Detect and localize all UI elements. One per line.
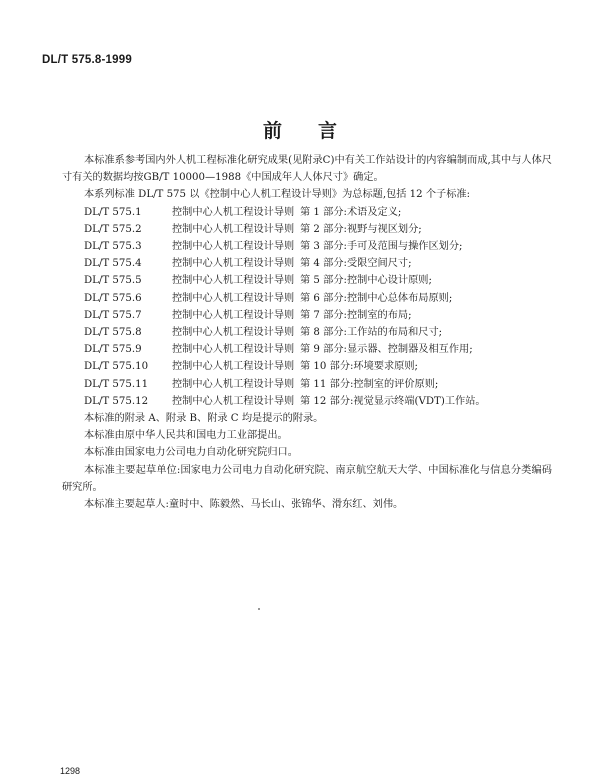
part-series: 控制中心人机工程设计导则	[172, 344, 295, 356]
list-item	[62, 341, 552, 358]
list-item	[62, 393, 552, 410]
page-title: 前言	[262, 120, 373, 142]
list-item	[62, 221, 552, 238]
part-title: 第 5 部分:控制中心设计原则;	[300, 275, 432, 287]
part-title: 第 2 部分:视野与视区划分;	[300, 223, 422, 235]
part-series: 控制中心人机工程设计导则	[172, 378, 295, 390]
part-code: DL/T 575.11	[84, 378, 149, 390]
part-code: DL/T 575.4	[84, 258, 142, 270]
part-series: 控制中心人机工程设计导则	[172, 223, 295, 235]
series-paragraph: 本系列标准 DL/T 575 以《控制中心人机工程设计导则》为总标题,包括 12 个子标准:	[84, 189, 471, 201]
drafting-units: 本标准主要起草单位:国家电力公司电力自动化研究院、南京航空航天大学、中国标准化与信息分类编码研究所。	[62, 464, 552, 493]
part-title: 第 3 部分:手可及范围与操作区划分;	[300, 241, 463, 253]
part-title: 第 10 部分:环境要求原则;	[300, 361, 418, 373]
part-code: DL/T 575.2	[84, 223, 142, 235]
standard-code: DL/T 575.8-1999	[42, 54, 132, 66]
part-code: DL/T 575.12	[84, 395, 149, 407]
list-item	[62, 255, 552, 272]
list-item	[62, 238, 552, 255]
part-code: DL/T 575.9	[84, 344, 142, 356]
part-series: 控制中心人机工程设计导则	[172, 258, 295, 270]
document-body	[62, 152, 552, 513]
page-number: 1298	[60, 766, 81, 776]
part-series: 控制中心人机工程设计导则	[172, 309, 295, 321]
part-code: DL/T 575.6	[84, 292, 142, 304]
centralized-note: 本标准由国家电力公司电力自动化研究院归口。	[84, 447, 298, 459]
part-code: DL/T 575.10	[84, 361, 149, 373]
list-item	[62, 307, 552, 324]
part-title: 第 4 部分:受限空间尺寸;	[300, 258, 412, 270]
part-code: DL/T 575.1	[84, 206, 142, 218]
part-title: 第 1 部分:术语及定义;	[300, 206, 402, 218]
part-series: 控制中心人机工程设计导则	[172, 206, 295, 218]
list-item	[62, 290, 552, 307]
part-code: DL/T 575.5	[84, 275, 142, 287]
part-title: 第 9 部分:显示器、控制器及相互作用;	[300, 344, 473, 356]
intro-paragraph: 本标准系参考国内外人机工程标准化研究成果(见附录C)中有关工作站设计的内容编制而成,其中与人体尺寸有关的数据均按GB/T 10000—1988《中国成年人人体尺寸》确定。	[62, 155, 552, 184]
scan-speck	[258, 608, 260, 610]
drafting-authors: 本标准主要起草人:童时中、陈毅然、马长山、张锦华、滑东红、刘伟。	[84, 499, 404, 511]
part-title: 第 8 部分:工作站的布局和尺寸;	[300, 327, 443, 339]
part-series: 控制中心人机工程设计导则	[172, 395, 295, 407]
part-title: 第 7 部分:控制室的布局;	[300, 309, 412, 321]
part-code: DL/T 575.8	[84, 327, 142, 339]
list-item	[62, 324, 552, 341]
part-title: 第 6 部分:控制中心总体布局原则;	[300, 292, 453, 304]
part-series: 控制中心人机工程设计导则	[172, 361, 295, 373]
part-title: 第 12 部分:视觉显示终端(VDT)工作站。	[300, 395, 486, 407]
part-code: DL/T 575.3	[84, 241, 142, 253]
part-code: DL/T 575.7	[84, 309, 142, 321]
appendix-note: 本标准的附录 A、附录 B、附录 C 均是提示的附录。	[84, 413, 324, 425]
parts-list	[62, 204, 552, 410]
list-item	[62, 204, 552, 221]
part-series: 控制中心人机工程设计导则	[172, 241, 295, 253]
list-item	[62, 358, 552, 375]
proposer-note: 本标准由原中华人民共和国电力工业部提出。	[84, 430, 288, 442]
part-title: 第 11 部分:控制室的评价原则;	[300, 378, 439, 390]
part-series: 控制中心人机工程设计导则	[172, 292, 295, 304]
list-item	[62, 272, 552, 289]
list-item	[62, 376, 552, 393]
part-series: 控制中心人机工程设计导则	[172, 275, 295, 287]
part-series: 控制中心人机工程设计导则	[172, 327, 295, 339]
